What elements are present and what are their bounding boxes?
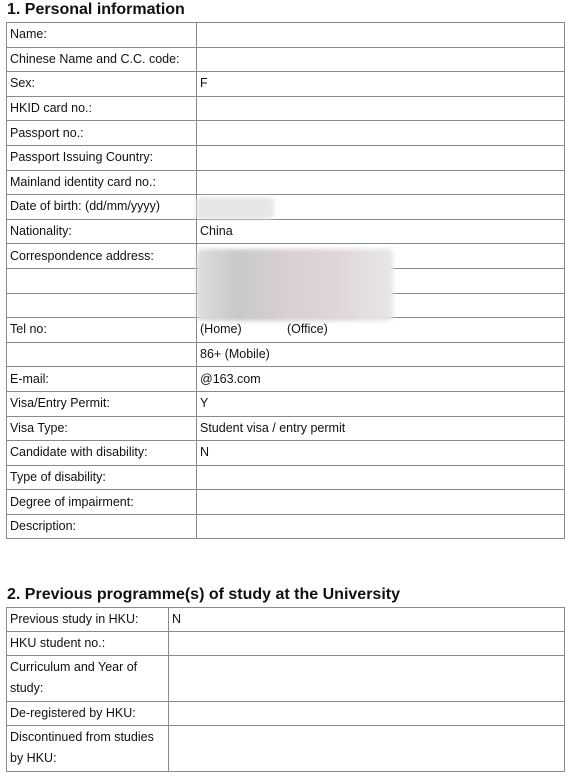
- field-label: Description:: [7, 514, 197, 539]
- field-label: De-registered by HKU:: [7, 702, 169, 726]
- field-value: Y: [197, 391, 565, 416]
- field-label: Date of birth: (dd/mm/yyyy): [7, 195, 197, 220]
- field-value: [197, 514, 565, 539]
- field-value: @163.com: [197, 367, 565, 392]
- field-label: [7, 293, 197, 318]
- field-value: [197, 23, 565, 48]
- field-value: [197, 465, 565, 490]
- section-1-title: 1. Personal information: [7, 1, 185, 18]
- table-row: [7, 23, 565, 48]
- field-label: HKU student no.:: [7, 632, 169, 656]
- field-label: Candidate with disability:: [7, 441, 197, 466]
- field-label: HKID card no.:: [7, 96, 197, 121]
- table-row: [7, 96, 565, 121]
- table-row: [7, 608, 565, 632]
- table-row: [7, 514, 565, 539]
- field-value: [197, 47, 565, 72]
- field-label: Nationality:: [7, 219, 197, 244]
- field-label: Previous study in HKU:: [7, 608, 169, 632]
- field-value: [197, 121, 565, 146]
- field-value: [197, 96, 565, 121]
- field-value: Student visa / entry permit: [197, 416, 565, 441]
- field-value: N: [169, 608, 565, 632]
- field-label: Mainland identity card no.:: [7, 170, 197, 195]
- section-2-title: 2. Previous programme(s) of study at the University: [7, 586, 400, 603]
- field-label: [7, 342, 197, 367]
- table-row: [7, 656, 565, 702]
- field-value: [197, 145, 565, 170]
- field-label: Curriculum and Year of study:: [7, 656, 169, 702]
- field-value: [169, 632, 565, 656]
- table-row: [7, 441, 565, 466]
- redacted-dob: [196, 197, 274, 219]
- field-label: Degree of impairment:: [7, 490, 197, 515]
- field-label: Type of disability:: [7, 465, 197, 490]
- field-label: Sex:: [7, 72, 197, 97]
- field-value: [197, 490, 565, 515]
- field-label: Passport no.:: [7, 121, 197, 146]
- field-label: Chinese Name and C.C. code:: [7, 47, 197, 72]
- field-label: Passport Issuing Country:: [7, 145, 197, 170]
- field-label: Visa Type:: [7, 416, 197, 441]
- table-row: [7, 367, 565, 392]
- previous-study-table: [6, 607, 565, 772]
- field-value: N: [197, 441, 565, 466]
- table-row: [7, 702, 565, 726]
- field-value: 86+ (Mobile): [197, 342, 565, 367]
- table-row: [7, 195, 565, 220]
- table-row: [7, 391, 565, 416]
- table-row: [7, 170, 565, 195]
- table-row: [7, 416, 565, 441]
- table-row: [7, 318, 565, 343]
- redacted-address: [197, 249, 393, 321]
- field-label: Name:: [7, 23, 197, 48]
- field-value: China: [197, 219, 565, 244]
- tel-office-label: (Office): [287, 322, 328, 337]
- field-value: F: [197, 72, 565, 97]
- tel-home-label: (Home): [200, 322, 242, 337]
- table-row: [7, 342, 565, 367]
- field-value: [169, 702, 565, 726]
- table-row: [7, 47, 565, 72]
- field-label: Correspondence address:: [7, 244, 197, 269]
- field-label: Discontinued from studies by HKU:: [7, 726, 169, 772]
- table-row: [7, 632, 565, 656]
- table-row: [7, 121, 565, 146]
- table-row: [7, 726, 565, 772]
- field-label: Visa/Entry Permit:: [7, 391, 197, 416]
- table-row: [7, 72, 565, 97]
- table-row: [7, 490, 565, 515]
- field-value: [169, 726, 565, 772]
- table-row: [7, 219, 565, 244]
- field-label: Tel no:: [7, 318, 197, 343]
- field-label: E-mail:: [7, 367, 197, 392]
- table-row: [7, 465, 565, 490]
- table-row: [7, 145, 565, 170]
- field-value: [197, 318, 565, 343]
- field-label: [7, 268, 197, 293]
- field-value: [169, 656, 565, 702]
- field-value: [197, 170, 565, 195]
